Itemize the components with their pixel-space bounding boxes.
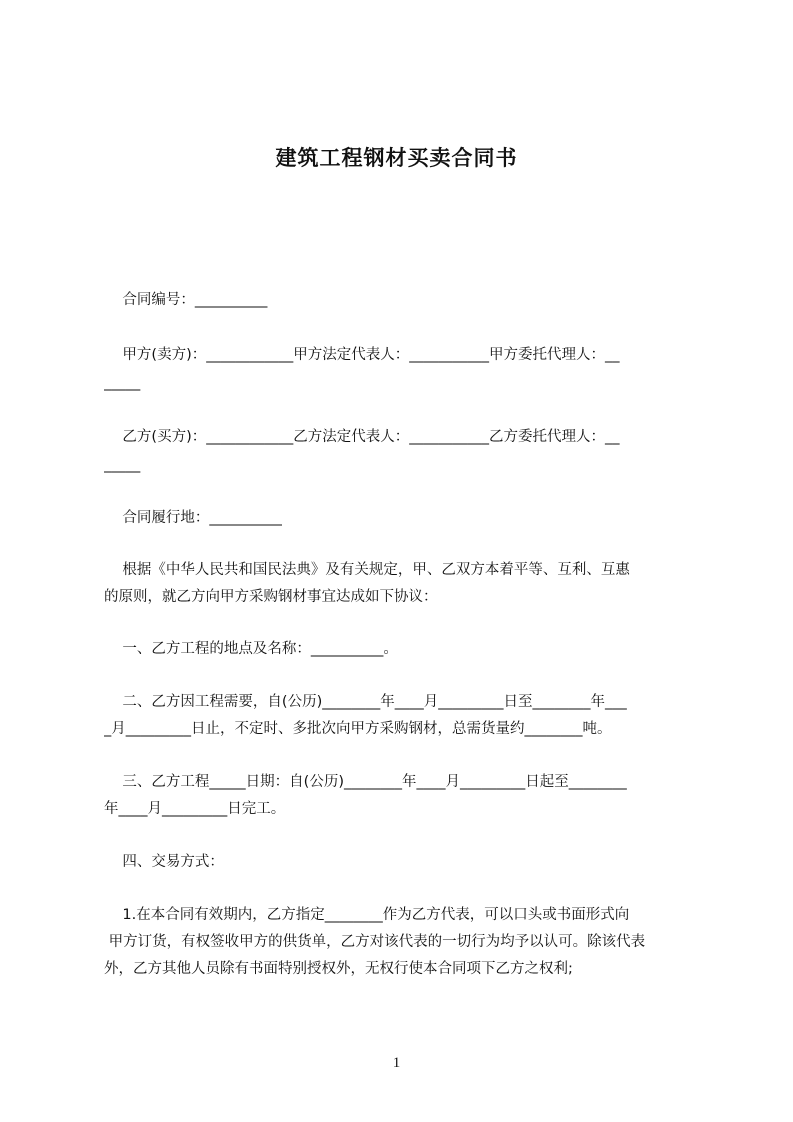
party-b-line-continued: _____ bbox=[104, 457, 141, 473]
preamble-line-2: 的原则，就乙方向甲方采购钢材事宜达成如下协议： bbox=[104, 589, 438, 605]
party-a-line: 甲方(卖方)：____________甲方法定代表人：___________甲方委托代理人：__ bbox=[104, 347, 620, 363]
document-title: 建筑工程钢材买卖合同书 bbox=[275, 146, 518, 170]
clause-1-line: 一、乙方工程的地点及名称：__________。 bbox=[104, 641, 398, 657]
clause-4-item-1-line-2: 甲方订货，有权签收甲方的供货单，乙方对该代表的一切行为均予以认可。除该代表 bbox=[104, 934, 646, 950]
clause-3-line-1: 三、乙方工程_____日期：自(公历)________年____月_________日起至________ bbox=[104, 774, 627, 790]
preamble-line-1: 根据《中华人民共和国民法典》及有关规定，甲、乙双方本着平等、互利、互惠 bbox=[104, 562, 630, 578]
performance-place-line: 合同履行地：__________ bbox=[104, 510, 282, 526]
clause-3-line-2: 年____月_________日完工。 bbox=[104, 801, 286, 817]
party-b-line: 乙方(买方)：____________乙方法定代表人：___________乙方委托代理人：__ bbox=[104, 429, 620, 445]
clause-4-item-1-line-3: 外，乙方其他人员除有书面特别授权外，无权行使本合同项下乙方之权利; bbox=[104, 961, 573, 977]
clause-4-item-1-line-1: 1.在本合同有效期内，乙方指定________作为乙方代表，可以口头或书面形式向 bbox=[104, 907, 630, 923]
clause-2-line-1: 二、乙方因工程需要，自(公历)________年____月_________日至________年___ bbox=[104, 694, 627, 710]
clause-2-line-2: _月_________日止，不定时、多批次向甲方采购钢材，总需货量约________吨。 bbox=[104, 721, 612, 737]
party-a-line-continued: _____ bbox=[104, 375, 141, 391]
contract-number-line: 合同编号：__________ bbox=[104, 292, 268, 308]
page-number: 1 bbox=[392, 1055, 401, 1071]
clause-4-heading: 四、交易方式： bbox=[104, 854, 224, 870]
